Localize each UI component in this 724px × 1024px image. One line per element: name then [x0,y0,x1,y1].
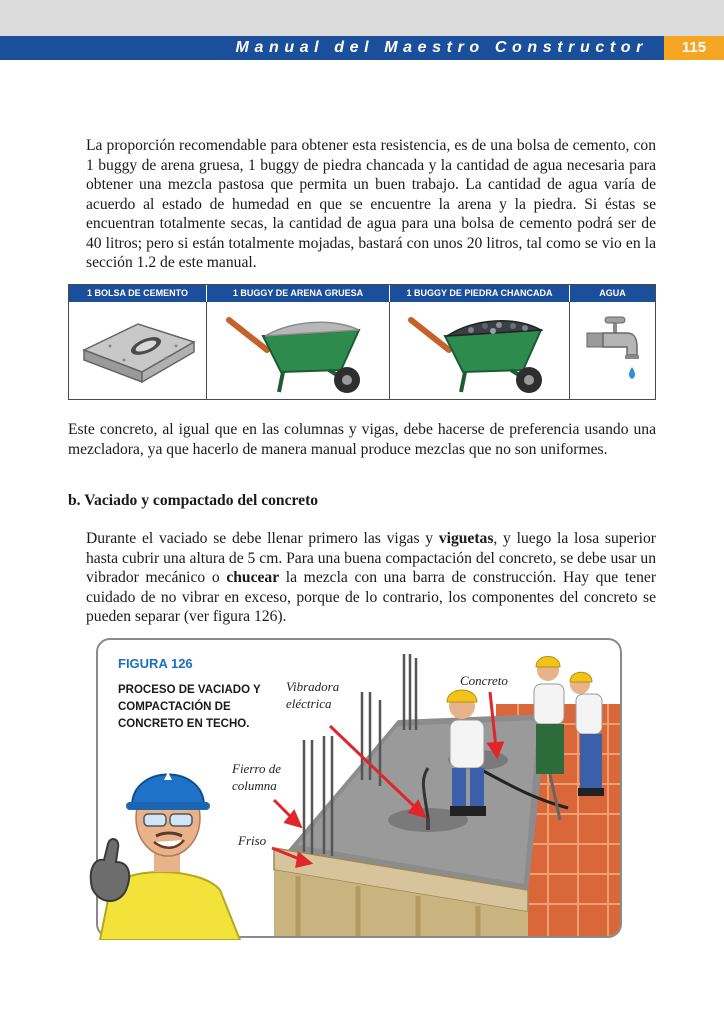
header-bar [0,36,664,60]
book-title: Manual del Maestro Constructor [235,39,648,56]
bold-term-chucear: chucear [226,569,280,586]
cement-bag-icon [76,316,200,386]
text-segment: la mezcla con una barra de construcción. Hay que tener cuidado de no vibrar en exceso, porque de lo contrario, los componentes del concreto se pueden separar (ver figura 126). [86,569,657,625]
cell-cement [69,302,207,399]
figure-label: FIGURA 126 [118,656,193,671]
header-water: AGUA [599,288,626,298]
top-gray-band [0,0,724,36]
callout-column-rebar: Fierro de columna [232,761,281,793]
materials-table [68,284,656,400]
cell-stone [390,302,570,399]
header-sand: 1 BUGGY DE ARENA GRUESA [207,285,390,302]
bold-term-viguetas: viguetas [438,530,494,547]
page-number: 115 [664,36,724,60]
water-faucet-icon [583,311,643,391]
section-heading: b. Vaciado y compactado del concreto [68,492,319,509]
callout-concrete: Concreto [460,673,508,688]
text-segment: Durante el vaciado se debe llenar primero las vigas y [86,530,439,547]
cell-water [570,302,655,399]
callout-friso: Friso [238,833,267,848]
cell-sand [207,302,390,399]
header-cement: 1 BOLSA DE CEMENTO [69,285,207,302]
materials-table-header [69,285,655,302]
materials-table-images [69,302,655,399]
header-stone: 1 BUGGY DE PIEDRA CHANCADA [390,285,570,302]
paragraph-mixer: Este concreto, al igual que en las columnas y vigas, debe hacerse de preferencia usando una mezcladora, ya que hacerlo de manera manual produce mezclas que no son uniformes. [68,421,656,458]
wheelbarrow-stone-icon [405,306,555,396]
paragraph-pouring [86,529,656,627]
figure-caption: PROCESO DE VACIADO Y COMPACTACIÓN DE CONCRETO EN TECHO. [118,684,261,730]
thumbs-up-worker-mascot [70,740,270,940]
text-segment: , y luego la losa superior hasta cubrir una altura de 5 cm. Para una buena compactación del concreto, se debe usar un vibrador mecánico o [86,530,656,586]
paragraph-mix-proportion: La proporción recomendable para obtener esta resistencia, es de una bolsa de cemento, con 1 buggy de arena gruesa, 1 buggy de piedra chancada y la cantidad de agua necesaria para obtener una mezcla pastosa que permita un buen trabajo. La cantidad de agua varía de acuerdo al estado de humedad en que se encuentre la arena y la piedra. Si éstas se encuentran totalmente secas, la cantidad de agua para una bolsa de cemento podrá ser de 40 litros; pero si están totalmente mojadas, bastará con unos 20 litros, tal como se vio en la sección 1.2 de este manual. [86,137,656,271]
callout-vibrator: Vibradora eléctrica [286,679,340,711]
wheelbarrow-sand-icon [223,306,373,396]
